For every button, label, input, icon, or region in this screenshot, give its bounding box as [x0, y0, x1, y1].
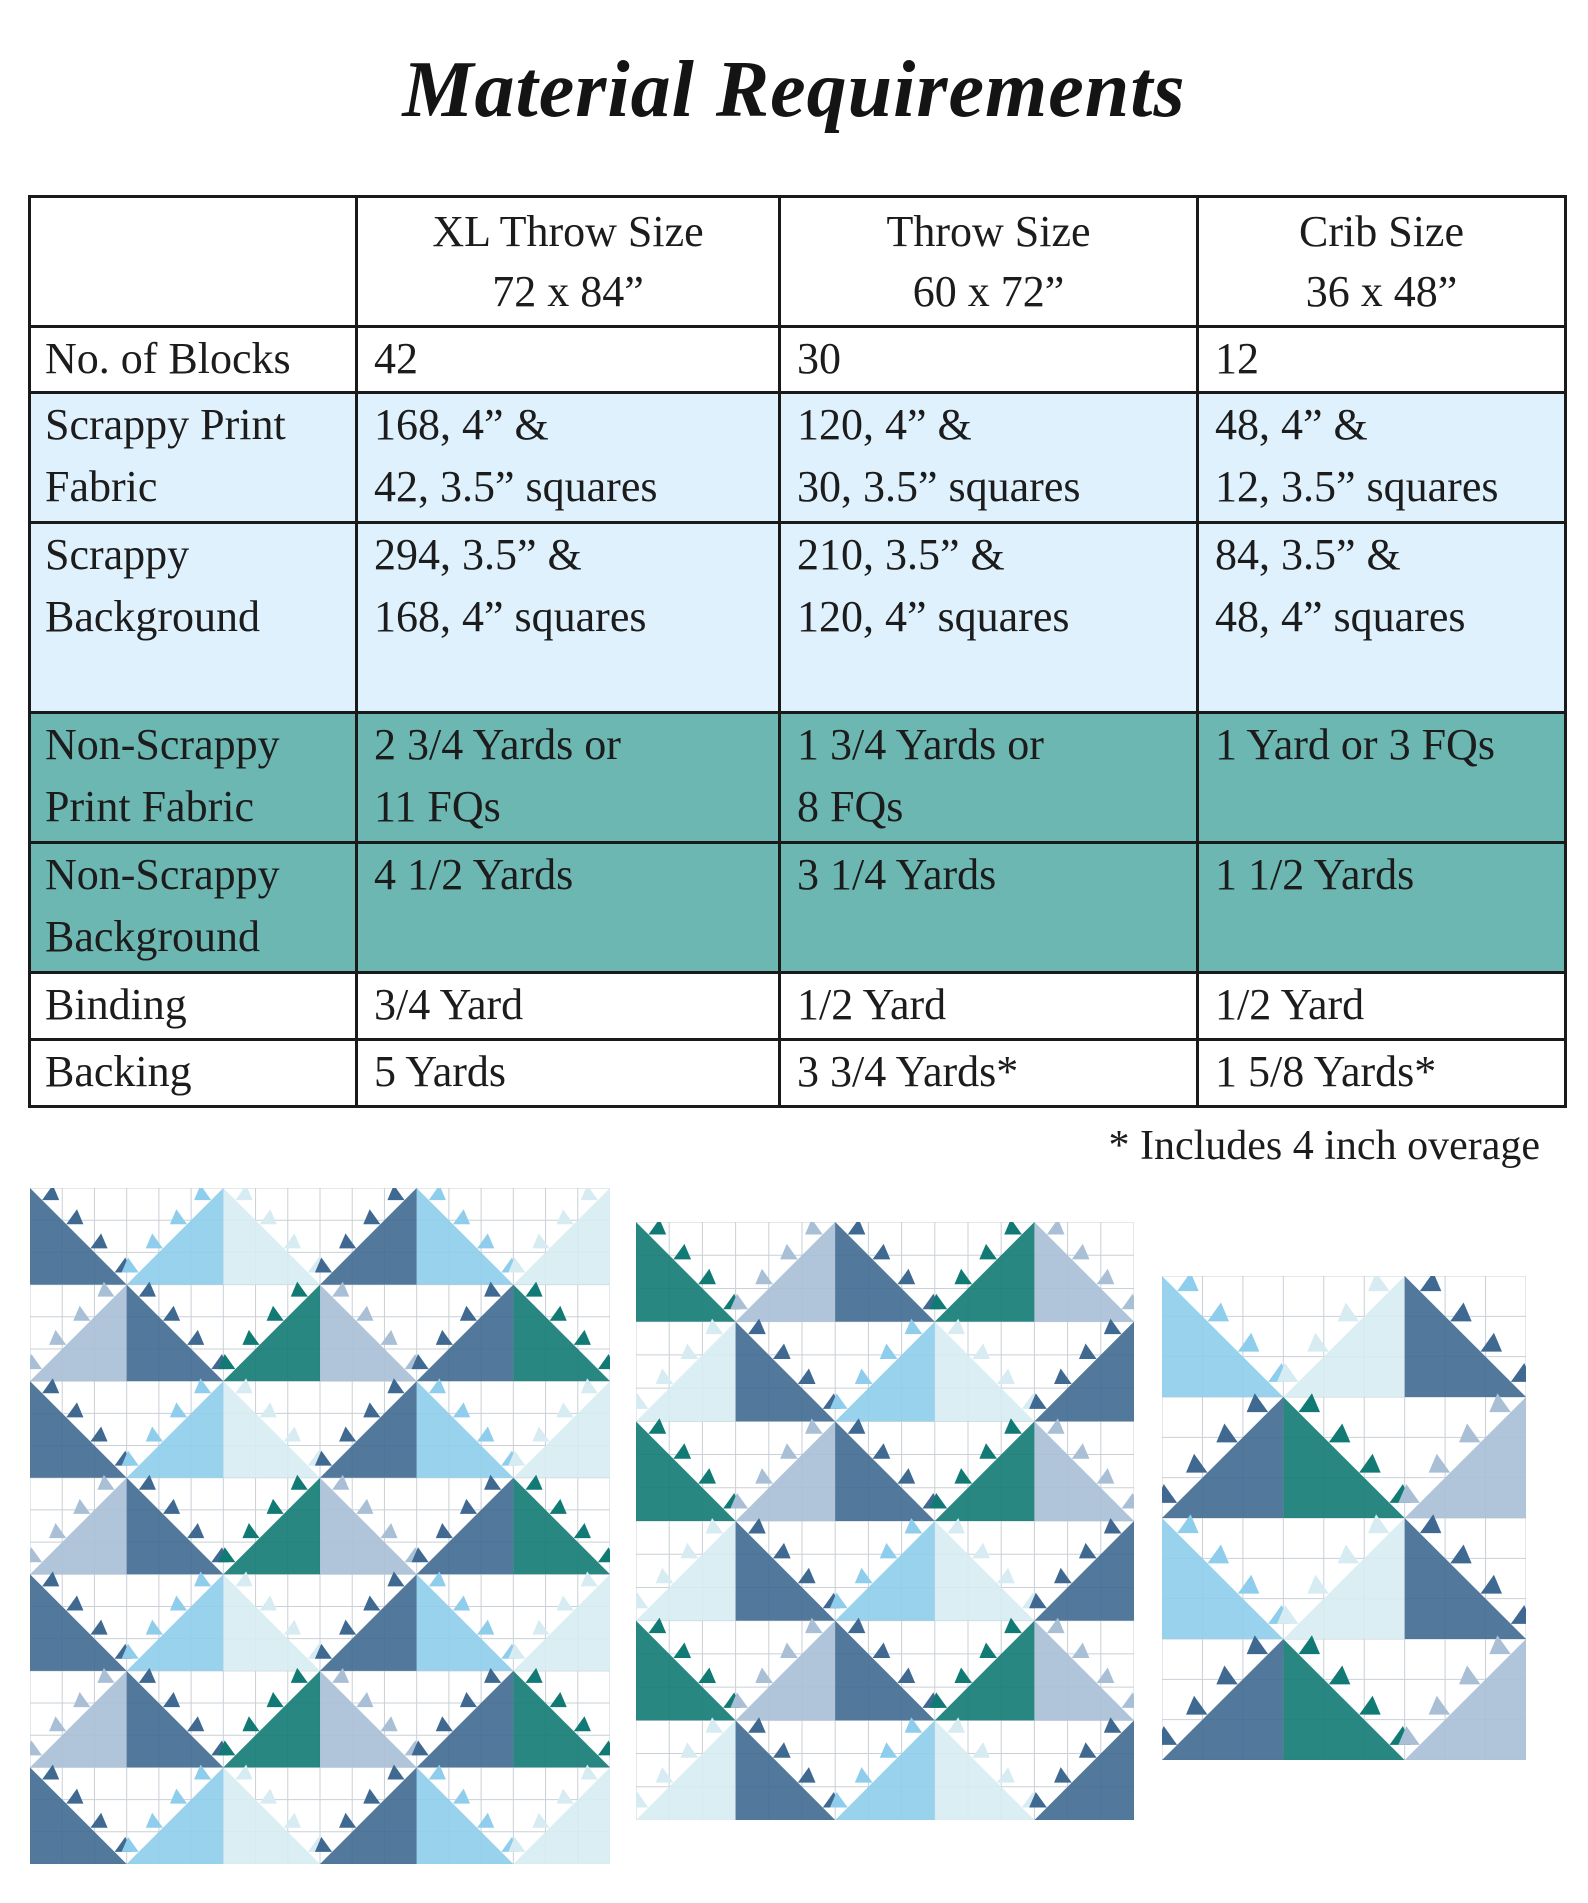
quilt-throw-diagram	[636, 1222, 1134, 1820]
table-cell: 1/2 Yard	[1198, 973, 1566, 1040]
row-scrappy-print-fabric	[30, 393, 1566, 523]
column-size: 36 x 48”	[1305, 266, 1458, 316]
column-name: Crib Size	[1299, 206, 1464, 256]
row-binding	[30, 973, 1566, 1040]
table-cell: 1 Yard or 3 FQs	[1198, 713, 1566, 843]
quilt-xl-throw-diagram	[30, 1188, 610, 1864]
table-cell: 1 1/2 Yards	[1198, 843, 1566, 973]
table-cell: 120, 4” & 30, 3.5” squares	[780, 393, 1198, 523]
table-cell: 1 5/8 Yards*	[1198, 1040, 1566, 1107]
table-cell: 4 1/2 Yards	[357, 843, 780, 973]
row-no-of-blocks	[30, 327, 1566, 393]
table-cell: 12	[1198, 327, 1566, 393]
row-non-scrappy-print-fabric	[30, 713, 1566, 843]
table-cell: 168, 4” & 42, 3.5” squares	[357, 393, 780, 523]
table-cell: 3 3/4 Yards*	[780, 1040, 1198, 1107]
row-label: No. of Blocks	[30, 327, 357, 393]
row-label: Binding	[30, 973, 357, 1040]
header-empty-cell	[30, 197, 357, 327]
header-crib	[1198, 197, 1566, 327]
row-label: Scrappy Print Fabric	[30, 393, 357, 523]
table-cell: 1/2 Yard	[780, 973, 1198, 1040]
column-name: Throw Size	[886, 206, 1091, 256]
table-cell: 3/4 Yard	[357, 973, 780, 1040]
material-requirements-table	[28, 195, 1567, 1108]
table-cell: 1 3/4 Yards or 8 FQs	[780, 713, 1198, 843]
table-cell: 3 1/4 Yards	[780, 843, 1198, 973]
table-cell: 294, 3.5” & 168, 4” squares	[357, 523, 780, 713]
column-name: XL Throw Size	[432, 206, 704, 256]
table-cell: 2 3/4 Yards or 11 FQs	[357, 713, 780, 843]
table-cell: 48, 4” & 12, 3.5” squares	[1198, 393, 1566, 523]
table-cell: 210, 3.5” & 120, 4” squares	[780, 523, 1198, 713]
row-label: Non-Scrappy Print Fabric	[30, 713, 357, 843]
row-non-scrappy-background	[30, 843, 1566, 973]
row-label: Backing	[30, 1040, 357, 1107]
row-label: Scrappy Background	[30, 523, 357, 713]
table-cell: 5 Yards	[357, 1040, 780, 1107]
row-label: Non-Scrappy Background	[30, 843, 357, 973]
header-row	[30, 197, 1566, 327]
header-xl-throw	[357, 197, 780, 327]
table-cell: 42	[357, 327, 780, 393]
page-title: Material Requirements	[402, 46, 1186, 134]
quilt-crib-diagram	[1162, 1276, 1526, 1760]
column-size: 60 x 72”	[912, 266, 1065, 316]
table-cell: 30	[780, 327, 1198, 393]
footnote: * Includes 4 inch overage	[1108, 1123, 1540, 1169]
row-scrappy-background	[30, 523, 1566, 713]
row-backing	[30, 1040, 1566, 1107]
header-throw	[780, 197, 1198, 327]
column-size: 72 x 84”	[492, 266, 644, 316]
table-cell: 84, 3.5” & 48, 4” squares	[1198, 523, 1566, 713]
